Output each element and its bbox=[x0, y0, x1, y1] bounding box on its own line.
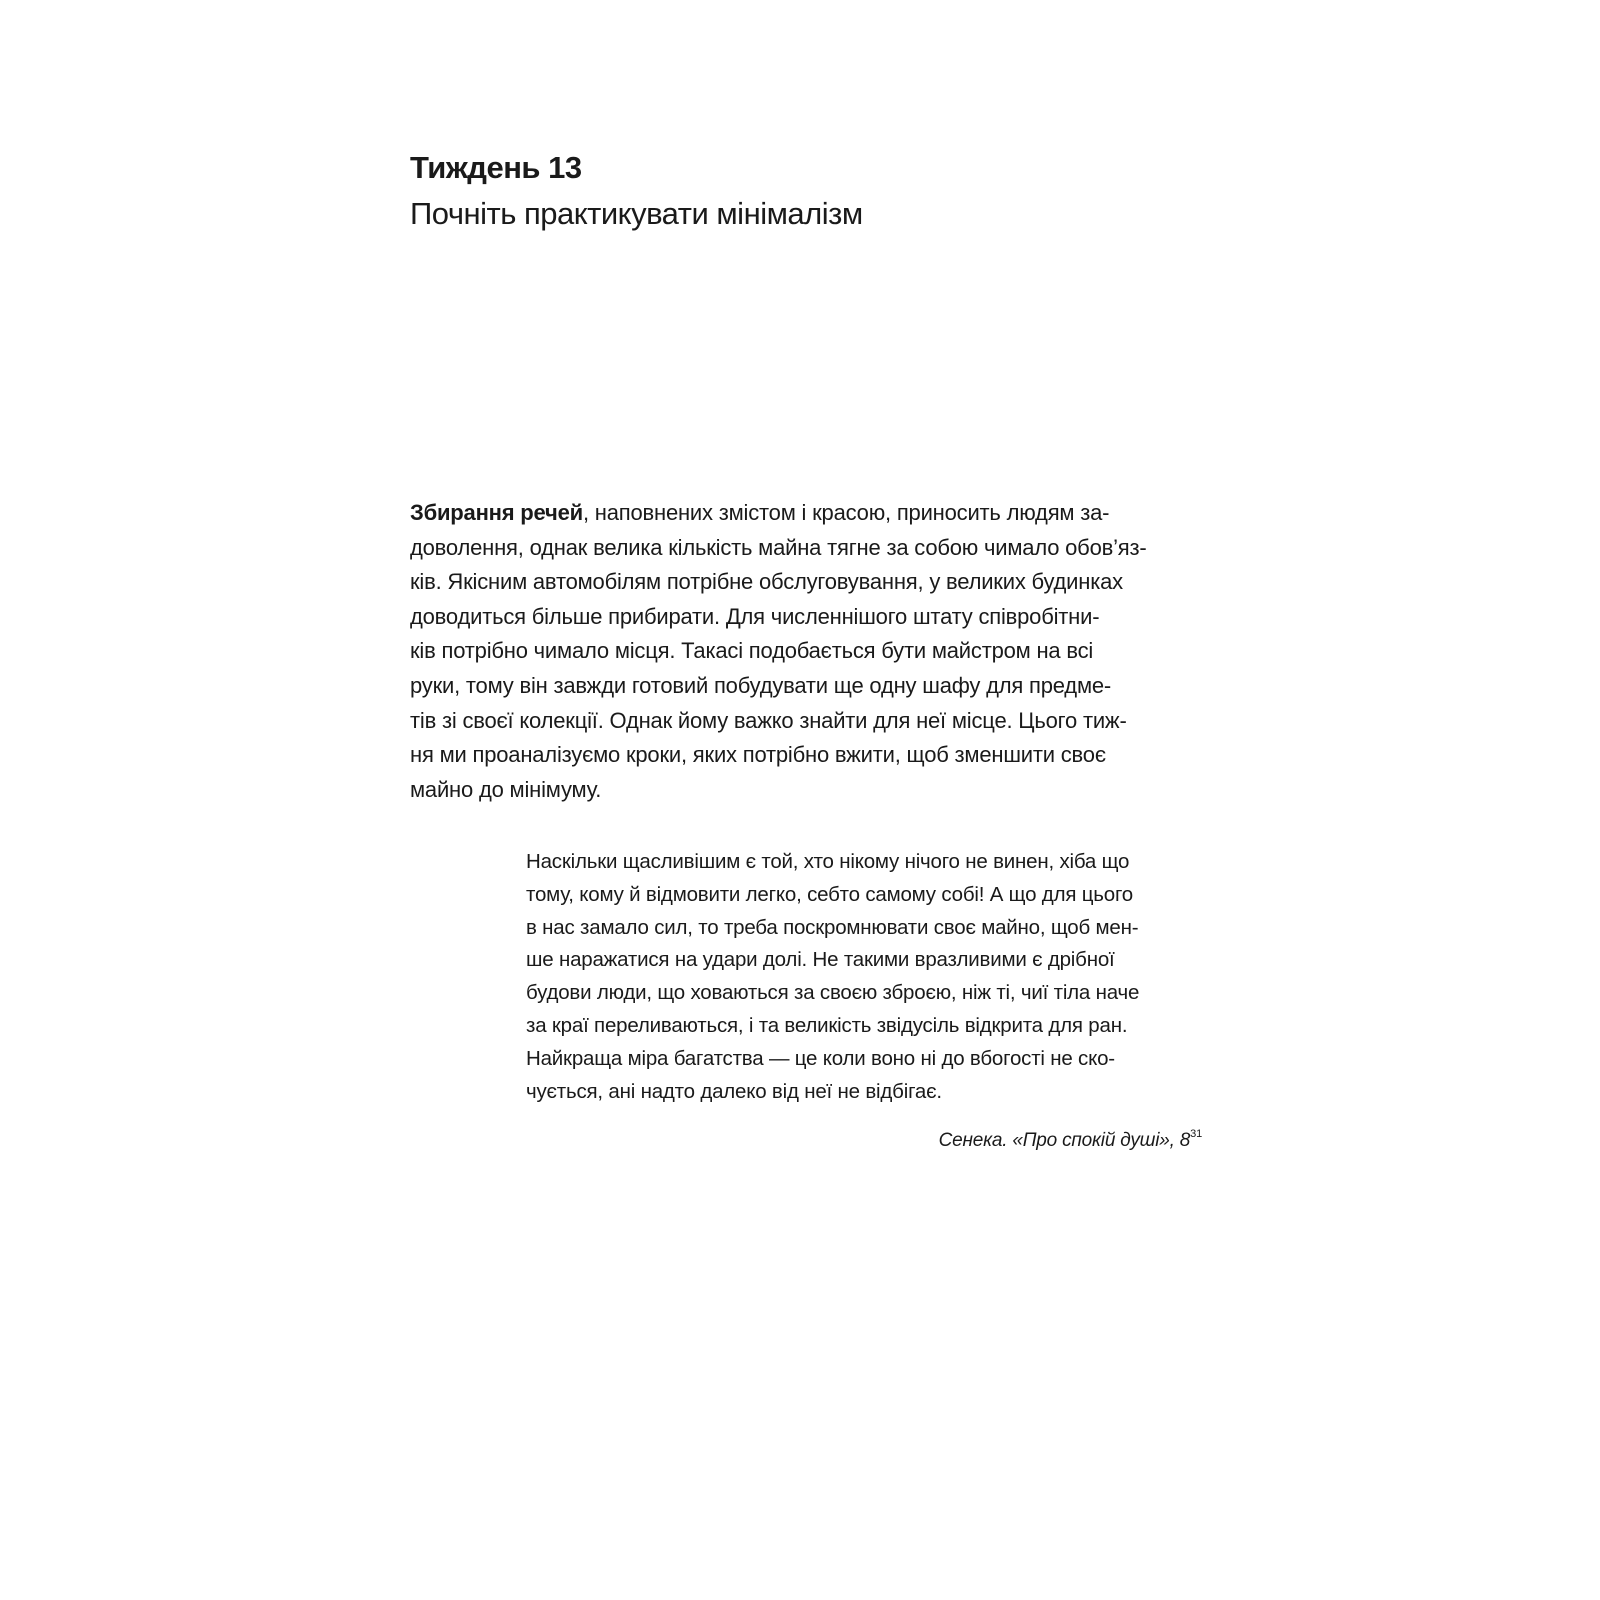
quote-line: будови люди, що ховаються за своєю зброєю, ніж ті, чиї тіла наче bbox=[526, 981, 1140, 1005]
body-line-text: , наповнених змістом і красою, приносить людям за- bbox=[582, 500, 1110, 525]
quote-line: тому, кому й відмовити легко, себто самому собі! А що для цього bbox=[526, 882, 1133, 906]
body-line bbox=[410, 496, 1202, 531]
lead-bold-phrase: Збирання речей bbox=[410, 500, 583, 525]
body-line: руки, тому він завжди готовий побудувати ще одну шафу для предме- bbox=[410, 672, 1112, 698]
body-paragraph bbox=[410, 496, 1202, 807]
quote-attribution bbox=[939, 1126, 1202, 1156]
quote-line: за краї переливаються, і та великість звідусіль відкрита для ран. bbox=[526, 1013, 1128, 1037]
quote-line: в нас замало сил, то треба поскромнювати своє майно, щоб мен- bbox=[526, 915, 1139, 939]
body-line: ня ми проаналізуємо кроки, яких потрібно вжити, щоб зменшити своє bbox=[410, 742, 1106, 768]
epigraph-quote bbox=[526, 846, 1202, 1108]
body-line: доводиться більше прибирати. Для численнішого штату співробітни- bbox=[410, 603, 1100, 629]
quote-line: ше наражатися на удари долі. Не такими вразливими є дрібної bbox=[526, 948, 1115, 972]
body-line: ків. Якісним автомобілям потрібне обслуговування, у великих будинках bbox=[410, 569, 1123, 595]
body-line: майно до мінімуму. bbox=[410, 776, 602, 802]
body-line: ків потрібно чимало місця. Такасі подобається бути майстром на всі bbox=[410, 638, 1094, 664]
quote-line: Наскільки щасливішим є той, хто нікому нічого не винен, хіба що bbox=[526, 850, 1130, 873]
footnote-reference[interactable]: 31 bbox=[1190, 1128, 1202, 1140]
body-line: доволення, однак велика кількість майна тягне за собою чимало обов’яз- bbox=[410, 534, 1147, 560]
quote-line: чується, ані надто далеко від неї не відбігає. bbox=[526, 1079, 942, 1103]
chapter-title: Почніть практикувати мінімалізм bbox=[410, 196, 863, 231]
attribution-text: Сенека. «Про спокій душі», 8 bbox=[938, 1130, 1191, 1151]
quote-line: Найкраща міра багатства — це коли воно ні до вбогості не ско- bbox=[526, 1046, 1115, 1070]
chapter-heading bbox=[410, 145, 1210, 237]
week-label: Тиждень 13 bbox=[410, 150, 582, 185]
body-line: тів зі своєї колекції. Однак йому важко знайти для неї місце. Цього тиж- bbox=[410, 707, 1127, 733]
